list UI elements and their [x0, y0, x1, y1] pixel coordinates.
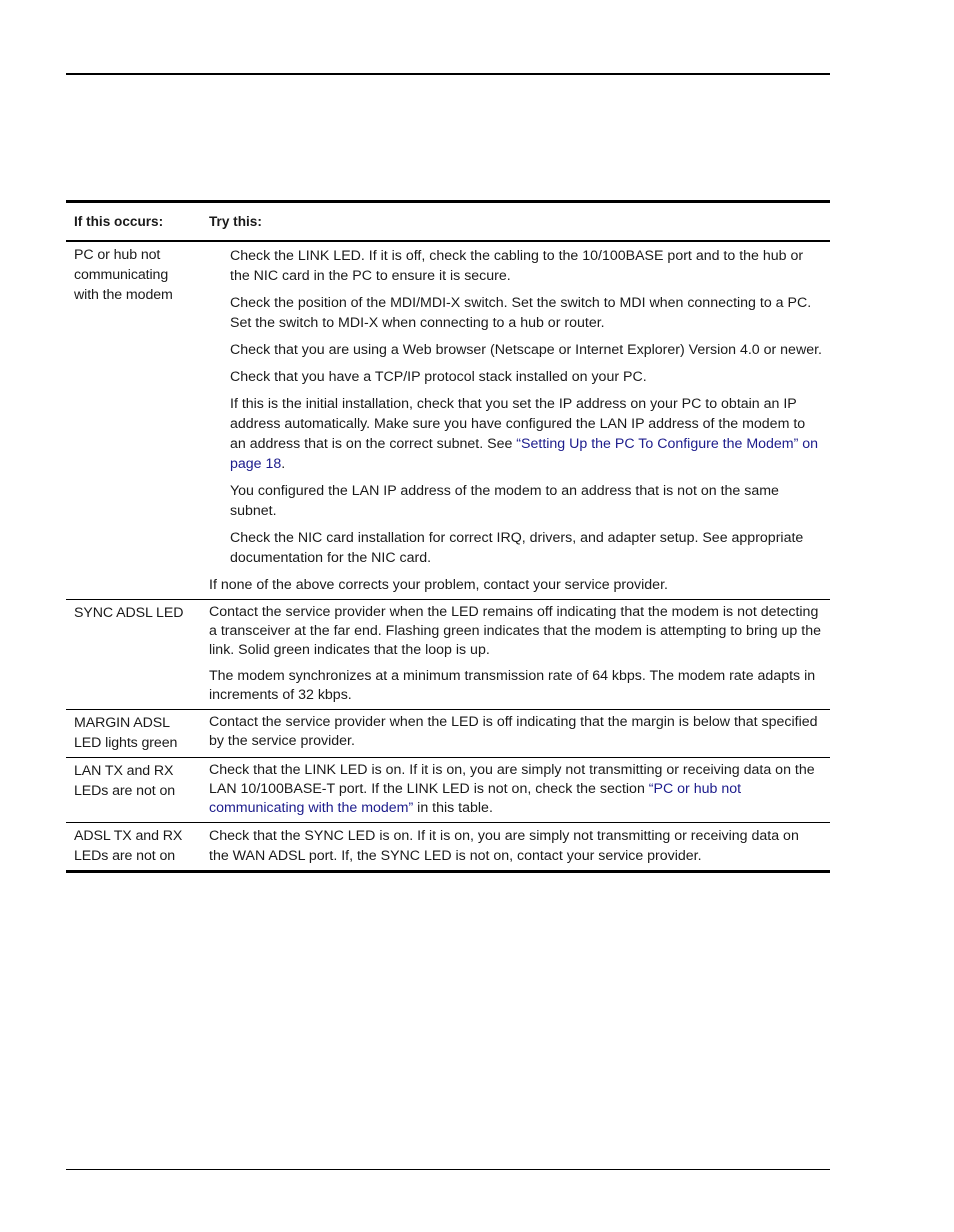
header-rule — [66, 73, 830, 75]
remedy-cell — [201, 758, 830, 823]
table-row — [66, 600, 830, 710]
cross-reference-link[interactable]: “PC or hub not communicating with the modem” — [209, 781, 742, 816]
cross-reference-link[interactable]: “Setting Up the PC To Configure the Modem” on page 18 — [230, 436, 819, 472]
remedy-footer: If none of the above corrects your problem, contact your service provider. — [209, 577, 668, 593]
troubleshooting-table — [66, 200, 830, 873]
remedy-paragraph: The modem synchronizes at a minimum transmission rate of 64 kbps. The modem rate adapts in increments of 32 kbps. — [209, 668, 816, 703]
condition-label: LAN TX and RX LEDs are not on — [74, 763, 176, 799]
remedy-cell — [201, 710, 830, 758]
table-header-row — [66, 202, 830, 242]
column-header-condition: If this occurs: — [66, 202, 201, 242]
remedy-step: Check that you are using a Web browser (Netscape or Internet Explorer) Version 4.0 or newer. — [230, 342, 822, 358]
remedy-paragraph: Check that the SYNC LED is on. If it is on, you are simply not transmitting or receiving data on the WAN ADSL port. If, the SYNC LED is not on, contact your service provider. — [209, 828, 799, 864]
remedy-step: Check that you have a TCP/IP protocol stack installed on your PC. — [230, 369, 647, 385]
remedy-step: Check the NIC card installation for correct IRQ, drivers, and adapter setup. See appropriate documentation for the NIC card. — [230, 530, 804, 566]
remedy-cell — [201, 823, 830, 872]
remedy-step: You configured the LAN IP address of the modem to an address that is not on the same subnet. — [230, 483, 779, 519]
remedy-step: Check the LINK LED. If it is off, check the cabling to the 10/100BASE port and to the hub or the NIC card in the PC to ensure it is secure. — [230, 248, 804, 284]
remedy-cell — [201, 241, 830, 600]
condition-label: ADSL TX and RX LEDs are not on — [74, 828, 183, 864]
condition-label: PC or hub not communicating with the modem — [74, 247, 173, 303]
table-row — [66, 758, 830, 823]
table-row — [66, 823, 830, 872]
condition-label: SYNC ADSL LED — [74, 605, 184, 621]
remedy-paragraph: Contact the service provider when the LED is off indicating that the margin is below that specified by the service provider. — [209, 714, 818, 749]
footer-rule — [66, 1169, 830, 1170]
remedy-cell — [201, 600, 830, 710]
table-row — [66, 710, 830, 758]
remedy-step: Check the position of the MDI/MDI-X switch. Set the switch to MDI when connecting to a PC. Set the switch to MDI-X when connecting to a hub or router. — [230, 295, 812, 331]
remedy-paragraph: Check that the LINK LED is on. If it is on, you are simply not transmitting or receiving data on the LAN 10/100BASE-T port. If the LINK LED is not on, check the section “PC or hub not communicating with the modem” in this table. — [209, 762, 815, 816]
column-header-remedy: Try this: — [201, 202, 830, 242]
remedy-paragraph: Contact the service provider when the LED remains off indicating that the modem is not detecting a transceiver at the far end. Flashing green indicates that the modem is attempting to bring up the link. Solid green indicates that the loop is up. — [209, 604, 821, 658]
table-row — [66, 241, 830, 600]
remedy-step: If this is the initial installation, check that you set the IP address on your PC to obtain an IP address automatically. Make sure you have configured the LAN IP address of the modem to an address that is on the correct subnet. See “Setting Up the PC To Configure the Modem” on page 18. — [230, 396, 819, 472]
condition-label: MARGIN ADSL LED lights green — [74, 715, 178, 751]
